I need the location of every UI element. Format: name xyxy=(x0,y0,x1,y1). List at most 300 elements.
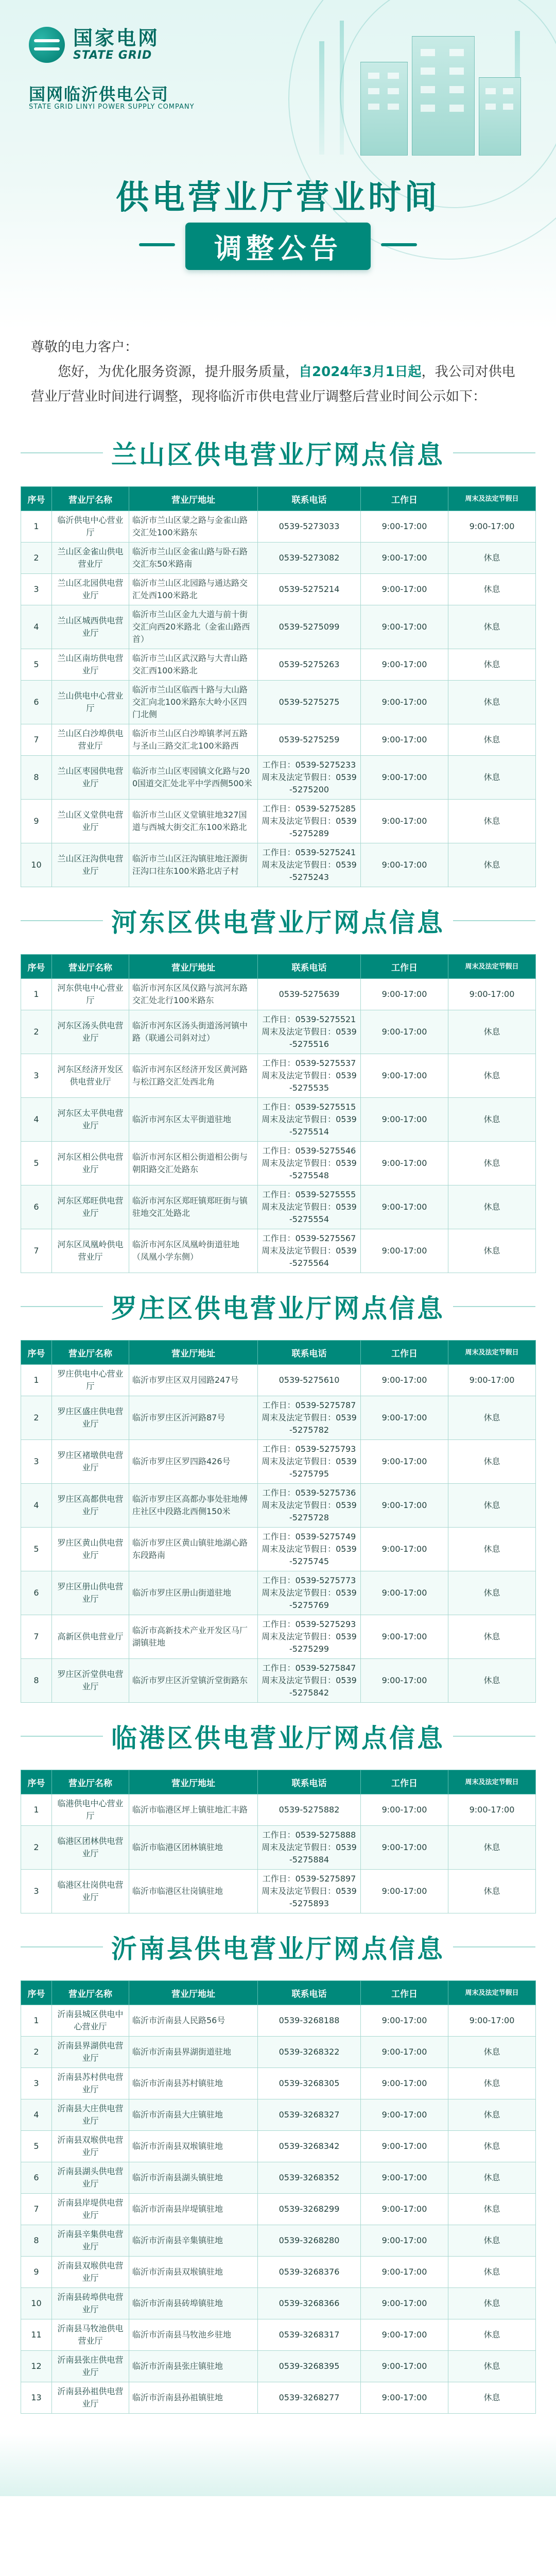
cell-no: 9 xyxy=(21,2257,52,2288)
table-row xyxy=(21,979,536,1010)
cell-no: 6 xyxy=(21,681,52,724)
cell-phone[interactable]: 0539-5275610 xyxy=(258,1365,361,1396)
section-block xyxy=(21,1273,535,1703)
cell-no: 3 xyxy=(21,1440,52,1484)
table-row xyxy=(21,1615,536,1659)
cell-name: 兰山区白沙埠供电营业厅 xyxy=(52,724,129,756)
sections-container xyxy=(0,419,556,2414)
cell-phone[interactable]: 0539-3268188 xyxy=(258,2005,361,2037)
cell-no: 3 xyxy=(21,1870,52,1913)
cell-weekend-hours: 9:00-17:00 xyxy=(448,979,536,1010)
cell-weekend-hours: 9:00-17:00 xyxy=(448,2005,536,2037)
table-row xyxy=(21,1440,536,1484)
section-title: 河东区供电营业厅网点信息 xyxy=(103,902,453,939)
col-weekend: 周末及法定节假日 xyxy=(448,487,536,511)
cell-name: 罗庄区盛庄供电营业厅 xyxy=(52,1396,129,1440)
cell-weekend-hours: 休息 xyxy=(448,2099,536,2131)
table-header-row xyxy=(21,1770,536,1794)
cell-no: 10 xyxy=(21,843,52,887)
table-row xyxy=(21,1826,536,1870)
cell-weekend-hours: 休息 xyxy=(448,1440,536,1484)
cell-address: 临沂市兰山区蒙之路与金雀山路交汇处100米路东 xyxy=(129,511,258,543)
intro-before: 您好，为优化服务资源，提升服务质量， xyxy=(58,364,299,380)
cell-phone[interactable]: 0539-5275275 xyxy=(258,681,361,724)
page-title: 供电营业厅营业时间 xyxy=(116,179,440,217)
cell-address: 临沂市高新技术产业开发区马厂湖镇驻地 xyxy=(129,1615,258,1659)
table-row xyxy=(21,2194,536,2225)
cell-weekend-hours: 休息 xyxy=(448,2162,536,2194)
cell-address: 临沂市罗庄区沂堂镇沂堂街路东 xyxy=(129,1659,258,1703)
col-addr: 营业厅地址 xyxy=(129,1770,258,1794)
table-row xyxy=(21,2288,536,2319)
section-header xyxy=(21,419,535,486)
cell-no: 4 xyxy=(21,2099,52,2131)
cell-name: 沂南县大庄供电营业厅 xyxy=(52,2099,129,2131)
col-phone: 联系电话 xyxy=(258,955,361,979)
subtitle-banner xyxy=(185,223,371,270)
cell-address: 临沂市河东区汤头街道汤河镇中路（联通公司斜对过） xyxy=(129,1010,258,1054)
cell-workday-hours: 9:00-17:00 xyxy=(361,724,448,756)
table-row xyxy=(21,1571,536,1615)
cell-phone[interactable]: 工作日：0539-5275537 周末及法定节假日：0539-5275535 xyxy=(258,1054,361,1098)
cell-weekend-hours: 休息 xyxy=(448,1396,536,1440)
cell-name: 河东区汤头供电营业厅 xyxy=(52,1010,129,1054)
cell-workday-hours: 9:00-17:00 xyxy=(361,2099,448,2131)
cell-name: 沂南县界湖供电营业厅 xyxy=(52,2037,129,2068)
cell-name: 沂南县砖埠供电营业厅 xyxy=(52,2288,129,2319)
col-time: 工作日 xyxy=(361,1341,448,1365)
hero-banner xyxy=(0,0,556,330)
col-addr: 营业厅地址 xyxy=(129,1341,258,1365)
cell-workday-hours: 9:00-17:00 xyxy=(361,2288,448,2319)
cell-workday-hours: 9:00-17:00 xyxy=(361,2382,448,2414)
col-no: 序号 xyxy=(21,955,52,979)
cell-workday-hours: 9:00-17:00 xyxy=(361,649,448,681)
section-title: 临港区供电营业厅网点信息 xyxy=(103,1718,453,1755)
cell-weekend-hours: 休息 xyxy=(448,574,536,605)
cell-workday-hours: 9:00-17:00 xyxy=(361,1615,448,1659)
cell-phone[interactable]: 工作日：0539-5275555 周末及法定节假日：0539-5275554 xyxy=(258,1185,361,1229)
cell-no: 5 xyxy=(21,1142,52,1185)
cell-no: 5 xyxy=(21,649,52,681)
cell-no: 2 xyxy=(21,1010,52,1054)
section-header xyxy=(21,1913,535,1980)
cell-phone[interactable]: 0539-5275263 xyxy=(258,649,361,681)
cell-name: 沂南县岸堤供电营业厅 xyxy=(52,2194,129,2225)
cell-workday-hours: 9:00-17:00 xyxy=(361,1229,448,1273)
cell-workday-hours: 9:00-17:00 xyxy=(361,756,448,800)
cell-weekend-hours: 休息 xyxy=(448,2194,536,2225)
cell-workday-hours: 9:00-17:00 xyxy=(361,2257,448,2288)
cell-name: 河东区凤凰岭供电营业厅 xyxy=(52,1229,129,1273)
cell-name: 河东供电中心营业厅 xyxy=(52,979,129,1010)
cell-workday-hours: 9:00-17:00 xyxy=(361,2225,448,2257)
col-weekend: 周末及法定节假日 xyxy=(448,1981,536,2005)
cell-name: 河东区郑旺供电营业厅 xyxy=(52,1185,129,1229)
cell-phone[interactable]: 0539-3268366 xyxy=(258,2288,361,2319)
building-illustration xyxy=(412,36,475,156)
cell-no: 4 xyxy=(21,605,52,649)
col-name: 营业厅名称 xyxy=(52,955,129,979)
cell-weekend-hours: 休息 xyxy=(448,2131,536,2162)
cell-name: 沂南县双堠供电营业厅 xyxy=(52,2131,129,2162)
cell-address: 临沂市沂南县马牧池乡驻地 xyxy=(129,2319,258,2351)
cell-name: 临沂供电中心营业厅 xyxy=(52,511,129,543)
col-name: 营业厅名称 xyxy=(52,1981,129,2005)
cell-phone[interactable]: 工作日：0539-5275567 周末及法定节假日：0539-5275564 xyxy=(258,1229,361,1273)
section-block xyxy=(21,1913,535,2414)
table-row xyxy=(21,511,536,543)
cell-phone[interactable]: 0539-5273082 xyxy=(258,543,361,574)
table-row xyxy=(21,2005,536,2037)
cell-phone[interactable]: 工作日：0539-5275847 周末及法定节假日：0539-5275842 xyxy=(258,1659,361,1703)
cell-workday-hours: 9:00-17:00 xyxy=(361,1528,448,1571)
cell-name: 兰山区金雀山供电营业厅 xyxy=(52,543,129,574)
col-time: 工作日 xyxy=(361,1770,448,1794)
table-row xyxy=(21,543,536,574)
cell-phone[interactable]: 0539-3268395 xyxy=(258,2351,361,2382)
cell-name: 兰山区城西供电营业厅 xyxy=(52,605,129,649)
cell-weekend-hours: 休息 xyxy=(448,1826,536,1870)
cell-weekend-hours: 休息 xyxy=(448,1615,536,1659)
cell-no: 1 xyxy=(21,1365,52,1396)
state-grid-emblem-icon xyxy=(29,27,65,63)
cell-weekend-hours: 休息 xyxy=(448,724,536,756)
cell-weekend-hours: 9:00-17:00 xyxy=(448,1794,536,1826)
table-row xyxy=(21,2257,536,2288)
table-header-row xyxy=(21,487,536,511)
cell-workday-hours: 9:00-17:00 xyxy=(361,1185,448,1229)
table-row xyxy=(21,724,536,756)
cell-phone[interactable]: 工作日：0539-5275749 周末及法定节假日：0539-5275745 xyxy=(258,1528,361,1571)
cell-no: 1 xyxy=(21,979,52,1010)
table-header-row xyxy=(21,1981,536,2005)
cell-phone[interactable]: 0539-5275099 xyxy=(258,605,361,649)
decor-bar xyxy=(340,21,344,155)
cell-name: 河东区经济开发区供电营业厅 xyxy=(52,1054,129,1098)
cell-name: 兰山供电中心营业厅 xyxy=(52,681,129,724)
cell-weekend-hours: 休息 xyxy=(448,1571,536,1615)
cell-weekend-hours: 休息 xyxy=(448,2288,536,2319)
cell-no: 8 xyxy=(21,2225,52,2257)
table-row xyxy=(21,2037,536,2068)
table-row xyxy=(21,2162,536,2194)
table-row xyxy=(21,2382,536,2414)
col-addr: 营业厅地址 xyxy=(129,487,258,511)
section-block xyxy=(21,887,535,1273)
company-name-cn: 国网临沂供电公司 xyxy=(29,84,169,104)
section-header xyxy=(21,1703,535,1770)
cell-workday-hours: 9:00-17:00 xyxy=(361,1010,448,1054)
col-no: 序号 xyxy=(21,1981,52,2005)
cell-weekend-hours: 休息 xyxy=(448,1142,536,1185)
cell-workday-hours: 9:00-17:00 xyxy=(361,1571,448,1615)
cell-weekend-hours: 休息 xyxy=(448,1659,536,1703)
cell-phone[interactable]: 0539-3268280 xyxy=(258,2225,361,2257)
page-subtitle: 调整公告 xyxy=(214,232,342,265)
logo-cn: 国家电网 xyxy=(73,26,160,49)
greeting: 尊敬的电力客户： xyxy=(31,340,138,355)
section-header xyxy=(21,887,535,954)
cell-address: 临沂市罗庄区双月园路247号 xyxy=(129,1365,258,1396)
cell-weekend-hours: 休息 xyxy=(448,800,536,843)
cell-workday-hours: 9:00-17:00 xyxy=(361,2037,448,2068)
cell-address: 临沂市沂南县双堠镇驻地 xyxy=(129,2131,258,2162)
cell-phone[interactable]: 工作日：0539-5275515 周末及法定节假日：0539-5275514 xyxy=(258,1098,361,1142)
col-time: 工作日 xyxy=(361,955,448,979)
cell-phone[interactable]: 工作日：0539-5275285 周末及法定节假日：0539-5275289 xyxy=(258,800,361,843)
table-row xyxy=(21,1484,536,1528)
cell-phone[interactable]: 工作日：0539-5275521 周末及法定节假日：0539-5275516 xyxy=(258,1010,361,1054)
cell-weekend-hours: 休息 xyxy=(448,1010,536,1054)
cell-phone[interactable]: 工作日：0539-5275241 周末及法定节假日：0539-5275243 xyxy=(258,843,361,887)
table-row xyxy=(21,2351,536,2382)
cell-address: 临沂市兰山区金雀山路与卧石路交汇东50米路南 xyxy=(129,543,258,574)
cell-no: 8 xyxy=(21,756,52,800)
cell-name: 沂南县张庄供电营业厅 xyxy=(52,2351,129,2382)
cell-address: 临沂市罗庄区高都办事处驻地傅庄社区中段路北西侧150米 xyxy=(129,1484,258,1528)
cell-address: 临沂市沂南县双堠镇驻地 xyxy=(129,2257,258,2288)
cell-workday-hours: 9:00-17:00 xyxy=(361,843,448,887)
cell-workday-hours: 9:00-17:00 xyxy=(361,2351,448,2382)
cell-address: 临沂市兰山区义堂镇驻地327国道与西城大街交汇东100米路北 xyxy=(129,800,258,843)
table-row xyxy=(21,605,536,649)
section-title: 沂南县供电营业厅网点信息 xyxy=(103,1928,453,1965)
section-title: 兰山区供电营业厅网点信息 xyxy=(103,434,453,471)
table-row xyxy=(21,800,536,843)
col-phone: 联系电话 xyxy=(258,1981,361,2005)
cell-name: 沂南县辛集供电营业厅 xyxy=(52,2225,129,2257)
cell-phone[interactable]: 0539-5275214 xyxy=(258,574,361,605)
cell-workday-hours: 9:00-17:00 xyxy=(361,1659,448,1703)
cell-name: 罗庄区沂堂供电营业厅 xyxy=(52,1659,129,1703)
section-block xyxy=(21,419,535,887)
cell-phone[interactable]: 工作日：0539-5275546 周末及法定节假日：0539-5275548 xyxy=(258,1142,361,1185)
cell-workday-hours: 9:00-17:00 xyxy=(361,681,448,724)
cell-workday-hours: 9:00-17:00 xyxy=(361,1142,448,1185)
col-weekend: 周末及法定节假日 xyxy=(448,1341,536,1365)
cell-weekend-hours: 休息 xyxy=(448,2257,536,2288)
table-row xyxy=(21,2068,536,2099)
cell-name: 临港供电中心营业厅 xyxy=(52,1794,129,1826)
cell-name: 罗庄区高都供电营业厅 xyxy=(52,1484,129,1528)
building-illustration xyxy=(360,62,408,156)
cell-no: 5 xyxy=(21,2131,52,2162)
table-row xyxy=(21,2225,536,2257)
cell-workday-hours: 9:00-17:00 xyxy=(361,2162,448,2194)
table-row xyxy=(21,1054,536,1098)
cell-address: 临沂市河东区郑旺镇郑旺街与镇驻地交汇处路北 xyxy=(129,1185,258,1229)
sites-table xyxy=(21,1340,536,1703)
cell-phone[interactable]: 0539-3268327 xyxy=(258,2099,361,2131)
cell-name: 兰山区北园供电营业厅 xyxy=(52,574,129,605)
cell-weekend-hours: 休息 xyxy=(448,1484,536,1528)
cell-weekend-hours: 休息 xyxy=(448,1185,536,1229)
cell-no: 4 xyxy=(21,1098,52,1142)
cell-no: 8 xyxy=(21,1659,52,1703)
cell-no: 4 xyxy=(21,1484,52,1528)
cell-phone[interactable]: 工作日：0539-5275773 周末及法定节假日：0539-5275769 xyxy=(258,1571,361,1615)
cell-phone[interactable]: 工作日：0539-5275736 周末及法定节假日：0539-5275728 xyxy=(258,1484,361,1528)
col-name: 营业厅名称 xyxy=(52,487,129,511)
cell-workday-hours: 9:00-17:00 xyxy=(361,574,448,605)
bottom-decor xyxy=(0,2434,556,2496)
cell-address: 临沂市河东区凤仪路与滨河东路交汇处北行100米路东 xyxy=(129,979,258,1010)
cell-phone[interactable]: 0539-3268277 xyxy=(258,2382,361,2414)
cell-no: 7 xyxy=(21,2194,52,2225)
table-row xyxy=(21,1870,536,1913)
cell-address: 临沂市沂南县张庄镇驻地 xyxy=(129,2351,258,2382)
table-row xyxy=(21,1794,536,1826)
cell-phone[interactable]: 0539-5275639 xyxy=(258,979,361,1010)
cell-no: 7 xyxy=(21,724,52,756)
cell-phone[interactable]: 0539-3268342 xyxy=(258,2131,361,2162)
cell-phone[interactable]: 0539-3268322 xyxy=(258,2037,361,2068)
cell-weekend-hours: 休息 xyxy=(448,543,536,574)
effective-date: 自2024年3月1日起 xyxy=(299,364,422,380)
cell-no: 10 xyxy=(21,2288,52,2319)
cell-name: 罗庄区黄山供电营业厅 xyxy=(52,1528,129,1571)
cell-name: 临港区壮岗供电营业厅 xyxy=(52,1870,129,1913)
table-row xyxy=(21,1396,536,1440)
cell-workday-hours: 9:00-17:00 xyxy=(361,1396,448,1440)
col-weekend: 周末及法定节假日 xyxy=(448,1770,536,1794)
cell-workday-hours: 9:00-17:00 xyxy=(361,1440,448,1484)
cell-no: 11 xyxy=(21,2319,52,2351)
table-header-row xyxy=(21,1341,536,1365)
cell-name: 兰山区汪沟供电营业厅 xyxy=(52,843,129,887)
cell-phone[interactable]: 0539-3268299 xyxy=(258,2194,361,2225)
cell-address: 临沂市罗庄区沂河路87号 xyxy=(129,1396,258,1440)
cell-no: 12 xyxy=(21,2351,52,2382)
cell-no: 5 xyxy=(21,1528,52,1571)
table-header-row xyxy=(21,955,536,979)
table-row xyxy=(21,1365,536,1396)
cell-name: 兰山区南坊供电营业厅 xyxy=(52,649,129,681)
cell-phone[interactable]: 0539-5273033 xyxy=(258,511,361,543)
cell-workday-hours: 9:00-17:00 xyxy=(361,2319,448,2351)
col-weekend: 周末及法定节假日 xyxy=(448,955,536,979)
cell-workday-hours: 9:00-17:00 xyxy=(361,2005,448,2037)
cell-phone[interactable]: 工作日：0539-5275793 周末及法定节假日：0539-5275795 xyxy=(258,1440,361,1484)
cell-name: 沂南县苏村供电营业厅 xyxy=(52,2068,129,2099)
cell-no: 1 xyxy=(21,2005,52,2037)
cell-no: 3 xyxy=(21,2068,52,2099)
cell-address: 临沂市临港区坪上镇驻地汇丰路 xyxy=(129,1794,258,1826)
cell-no: 2 xyxy=(21,1396,52,1440)
col-no: 序号 xyxy=(21,1770,52,1794)
cell-no: 1 xyxy=(21,1794,52,1826)
cell-address: 临沂市兰山区北园路与通达路交汇处西100米路北 xyxy=(129,574,258,605)
cell-weekend-hours: 休息 xyxy=(448,2225,536,2257)
intro-text xyxy=(0,330,556,419)
cell-no: 6 xyxy=(21,2162,52,2194)
cell-address: 临沂市河东区经济开发区黄河路与松江路交汇处西北角 xyxy=(129,1054,258,1098)
cell-address: 临沂市罗庄区罗四路426号 xyxy=(129,1440,258,1484)
cell-phone[interactable]: 0539-5275882 xyxy=(258,1794,361,1826)
cell-address: 临沂市沂南县大庄镇驻地 xyxy=(129,2099,258,2131)
cell-address: 临沂市沂南县砖埠镇驻地 xyxy=(129,2288,258,2319)
cell-name: 沂南县马牧池供电营业厅 xyxy=(52,2319,129,2351)
state-grid-logo xyxy=(29,27,160,63)
cell-phone[interactable]: 工作日：0539-5275787 周末及法定节假日：0539-5275782 xyxy=(258,1396,361,1440)
cell-name: 罗庄供电中心营业厅 xyxy=(52,1365,129,1396)
table-row xyxy=(21,843,536,887)
section-title: 罗庄区供电营业厅网点信息 xyxy=(103,1288,453,1325)
table-row xyxy=(21,681,536,724)
cell-workday-hours: 9:00-17:00 xyxy=(361,1098,448,1142)
intro-paragraph xyxy=(31,360,525,409)
cell-weekend-hours: 休息 xyxy=(448,605,536,649)
cell-address: 临沂市沂南县湖头镇驻地 xyxy=(129,2162,258,2194)
cell-name: 沂南县湖头供电营业厅 xyxy=(52,2162,129,2194)
cell-phone[interactable]: 0539-3268376 xyxy=(258,2257,361,2288)
cell-address: 临沂市沂南县苏村镇驻地 xyxy=(129,2068,258,2099)
cell-workday-hours: 9:00-17:00 xyxy=(361,1365,448,1396)
cell-name: 兰山区枣园供电营业厅 xyxy=(52,756,129,800)
cell-phone[interactable]: 0539-3268352 xyxy=(258,2162,361,2194)
cell-weekend-hours: 休息 xyxy=(448,1098,536,1142)
cell-address: 临沂市河东区相公街道相公街与朝阳路交汇处路东 xyxy=(129,1142,258,1185)
cell-no: 3 xyxy=(21,1054,52,1098)
col-no: 序号 xyxy=(21,1341,52,1365)
cell-workday-hours: 9:00-17:00 xyxy=(361,1794,448,1826)
cell-weekend-hours: 休息 xyxy=(448,2068,536,2099)
col-time: 工作日 xyxy=(361,487,448,511)
cell-weekend-hours: 休息 xyxy=(448,2351,536,2382)
cell-weekend-hours: 休息 xyxy=(448,1054,536,1098)
sites-table xyxy=(21,954,536,1273)
cell-weekend-hours: 休息 xyxy=(448,681,536,724)
table-row xyxy=(21,756,536,800)
cell-phone[interactable]: 0539-3268305 xyxy=(258,2068,361,2099)
cell-address: 临沂市兰山区金九大道与前十街交汇向西20米路北（金雀山路西首） xyxy=(129,605,258,649)
cell-weekend-hours: 休息 xyxy=(448,1870,536,1913)
cell-phone[interactable]: 0539-3268317 xyxy=(258,2319,361,2351)
col-phone: 联系电话 xyxy=(258,487,361,511)
table-row xyxy=(21,1229,536,1273)
cell-phone[interactable]: 工作日：0539-5275897 周末及法定节假日：0539-5275893 xyxy=(258,1870,361,1913)
cell-weekend-hours: 休息 xyxy=(448,756,536,800)
cell-name: 兰山区义堂供电营业厅 xyxy=(52,800,129,843)
table-row xyxy=(21,649,536,681)
cell-no: 2 xyxy=(21,543,52,574)
cell-name: 罗庄区册山供电营业厅 xyxy=(52,1571,129,1615)
cell-no: 7 xyxy=(21,1229,52,1273)
logo-en: STATE GRID xyxy=(73,49,152,62)
cell-workday-hours: 9:00-17:00 xyxy=(361,2131,448,2162)
cell-phone[interactable]: 工作日：0539-5275293 周末及法定节假日：0539-5275299 xyxy=(258,1615,361,1659)
col-name: 营业厅名称 xyxy=(52,1770,129,1794)
cell-workday-hours: 9:00-17:00 xyxy=(361,1826,448,1870)
cell-name: 沂南县孙祖供电营业厅 xyxy=(52,2382,129,2414)
cell-workday-hours: 9:00-17:00 xyxy=(361,2194,448,2225)
cell-no: 13 xyxy=(21,2382,52,2414)
cell-address: 临沂市沂南县孙祖镇驻地 xyxy=(129,2382,258,2414)
cell-phone[interactable]: 0539-5275259 xyxy=(258,724,361,756)
cell-address: 临沂市沂南县辛集镇驻地 xyxy=(129,2225,258,2257)
cell-phone[interactable]: 工作日：0539-5275888 周末及法定节假日：0539-5275884 xyxy=(258,1826,361,1870)
table-row xyxy=(21,1659,536,1703)
cell-no: 6 xyxy=(21,1185,52,1229)
table-row xyxy=(21,1142,536,1185)
cell-workday-hours: 9:00-17:00 xyxy=(361,800,448,843)
col-phone: 联系电话 xyxy=(258,1770,361,1794)
cell-phone[interactable]: 工作日：0539-5275233 周末及法定节假日：0539-5275200 xyxy=(258,756,361,800)
cell-address: 临沂市临港区团林镇驻地 xyxy=(129,1826,258,1870)
cell-weekend-hours: 休息 xyxy=(448,843,536,887)
cell-address: 临沂市沂南县岸堤镇驻地 xyxy=(129,2194,258,2225)
